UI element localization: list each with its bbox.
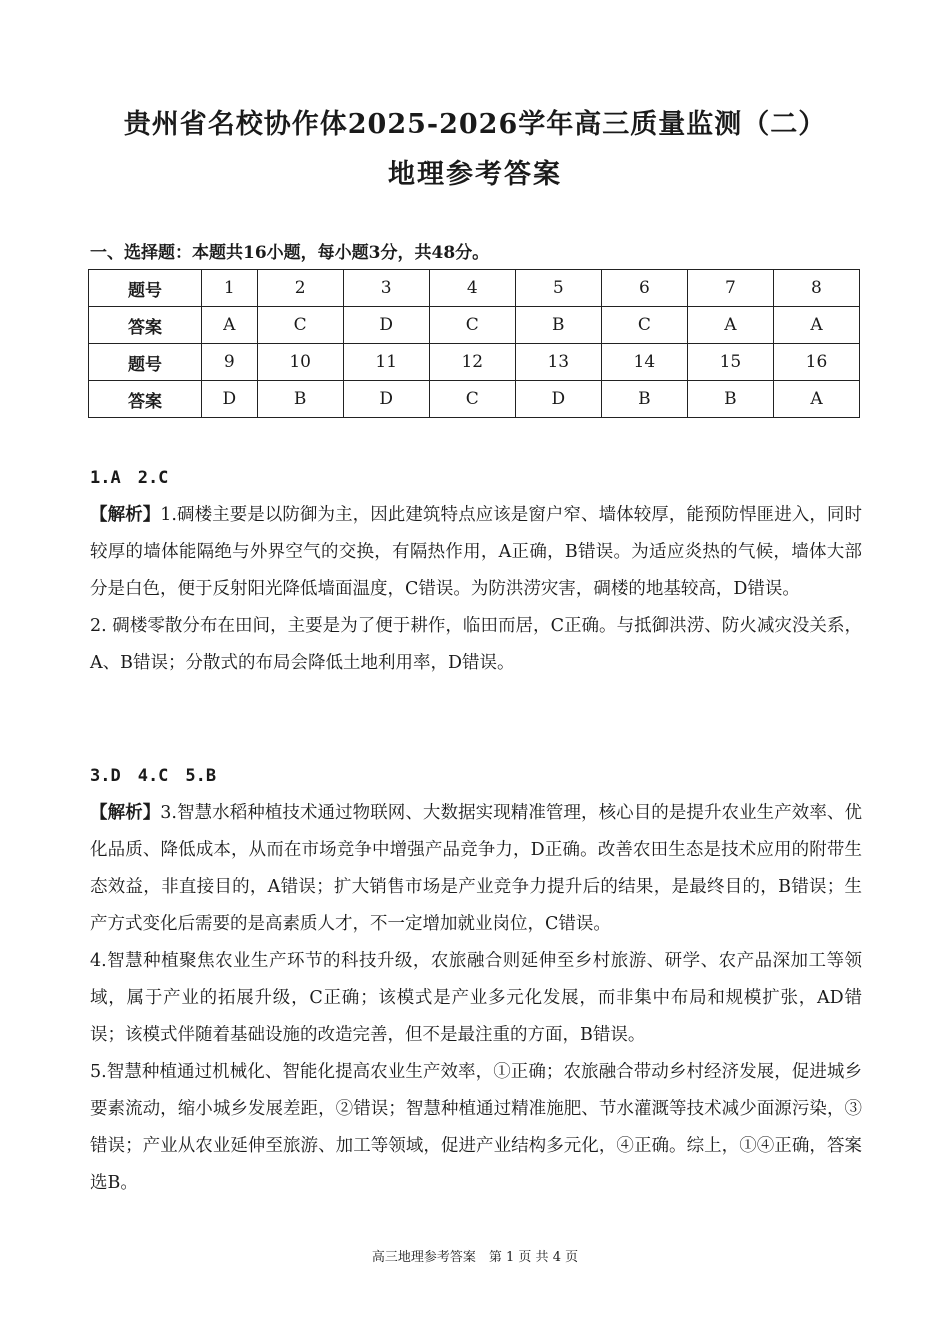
document-title: 贵州省名校协作体2025-2026学年高三质量监测（二） bbox=[123, 109, 827, 140]
analysis-paragraph bbox=[90, 497, 862, 608]
table-cell: C bbox=[601, 307, 687, 344]
answer-table bbox=[88, 269, 860, 418]
table-cell: 7 bbox=[687, 270, 773, 307]
table-cell: D bbox=[343, 307, 429, 344]
analysis-paragraph: 5.智慧种植通过机械化、智能化提高农业生产效率，①正确；农旅融合带动乡村经济发展，促进城乡要素流动，缩小城乡发展差距，②错误；智慧种植通过精准施肥、节水灌溉等技术减少面源污染，③错误；产业从农业延伸至旅游、加工等领域，促进产业结构多元化，④正确。综上，①④正确，答案选B。 bbox=[90, 1062, 862, 1193]
page-footer: 高三地理参考答案 第 1 页 共 4 页 bbox=[371, 1250, 579, 1265]
answer-group-1 bbox=[90, 460, 862, 682]
table-cell: 11 bbox=[343, 344, 429, 381]
table-cell: 2 bbox=[257, 270, 343, 307]
table-cell: 16 bbox=[773, 344, 859, 381]
table-cell: B bbox=[257, 381, 343, 418]
table-cell: 13 bbox=[515, 344, 601, 381]
table-cell: B bbox=[687, 381, 773, 418]
table-cell: 12 bbox=[429, 344, 515, 381]
table-cell: 1 bbox=[202, 270, 258, 307]
table-row bbox=[89, 344, 860, 381]
table-cell: 9 bbox=[202, 344, 258, 381]
document-subtitle: 地理参考答案 bbox=[388, 159, 562, 190]
table-cell: 15 bbox=[687, 344, 773, 381]
table-cell: 3 bbox=[343, 270, 429, 307]
analysis-text: 1.碉楼主要是以防御为主，因此建筑特点应该是窗户窄、墙体较厚，能预防悍匪进入，同时较厚的墙体能隔绝与外界空气的交换，有隔热作用，A正确，B错误。为适应炎热的气候，墙体大部分是白色，便于反射阳光降低墙面温度，C错误。为防洪涝灾害，碉楼的地基较高，D错误。 bbox=[90, 505, 862, 599]
row-label-number: 题号 bbox=[89, 344, 202, 381]
table-cell: A bbox=[202, 307, 258, 344]
table-cell: B bbox=[515, 307, 601, 344]
table-cell: 14 bbox=[601, 344, 687, 381]
table-cell: 8 bbox=[773, 270, 859, 307]
table-cell: C bbox=[257, 307, 343, 344]
analysis-tag: 【解析】 bbox=[90, 803, 161, 823]
table-row bbox=[89, 307, 860, 344]
table-row bbox=[89, 270, 860, 307]
table-cell: D bbox=[202, 381, 258, 418]
row-label-answer: 答案 bbox=[89, 307, 202, 344]
table-cell: 6 bbox=[601, 270, 687, 307]
row-label-number: 题号 bbox=[89, 270, 202, 307]
answer-group-2 bbox=[90, 758, 862, 1202]
table-cell: A bbox=[773, 307, 859, 344]
answer-heading: 3.D 4.C 5.B bbox=[90, 766, 217, 786]
table-cell: D bbox=[515, 381, 601, 418]
analysis-paragraph: 2. 碉楼零散分布在田间，主要是为了便于耕作，临田而居，C正确。与抵御洪涝、防火减灾没关系，A、B错误；分散式的布局会降低土地利用率，D错误。 bbox=[90, 616, 862, 673]
table-cell: B bbox=[601, 381, 687, 418]
table-cell: 5 bbox=[515, 270, 601, 307]
table-cell: 4 bbox=[429, 270, 515, 307]
analysis-paragraph bbox=[90, 795, 862, 943]
table-cell: A bbox=[687, 307, 773, 344]
table-row bbox=[89, 381, 860, 418]
analysis-tag: 【解析】 bbox=[90, 505, 161, 525]
analysis-paragraph: 4.智慧种植聚焦农业生产环节的科技升级，农旅融合则延伸至乡村旅游、研学、农产品深加工等领域，属于产业的拓展升级，C正确；该模式是产业多元化发展，而非集中布局和规模扩张，AD错误；该模式伴随着基础设施的改造完善，但不是最注重的方面，B错误。 bbox=[90, 951, 862, 1045]
table-cell: 10 bbox=[257, 344, 343, 381]
table-cell: D bbox=[343, 381, 429, 418]
section-heading-choice: 一、选择题：本题共16小题，每小题3分，共48分。 bbox=[90, 243, 490, 263]
row-label-answer: 答案 bbox=[89, 381, 202, 418]
table-cell: A bbox=[773, 381, 859, 418]
answer-heading: 1.A 2.C bbox=[90, 468, 169, 488]
analysis-text: 3.智慧水稻种植技术通过物联网、大数据实现精准管理，核心目的是提升农业生产效率、优化品质、降低成本，从而在市场竞争中增强产品竞争力，D正确。改善农田生态是技术应用的附带生态效益，非直接目的，A错误；扩大销售市场是产业竞争力提升后的结果，是最终目的，B错误；生产方式变化后需要的是高素质人才，不一定增加就业岗位，C错误。 bbox=[90, 803, 862, 934]
table-cell: C bbox=[429, 307, 515, 344]
table-cell: C bbox=[429, 381, 515, 418]
